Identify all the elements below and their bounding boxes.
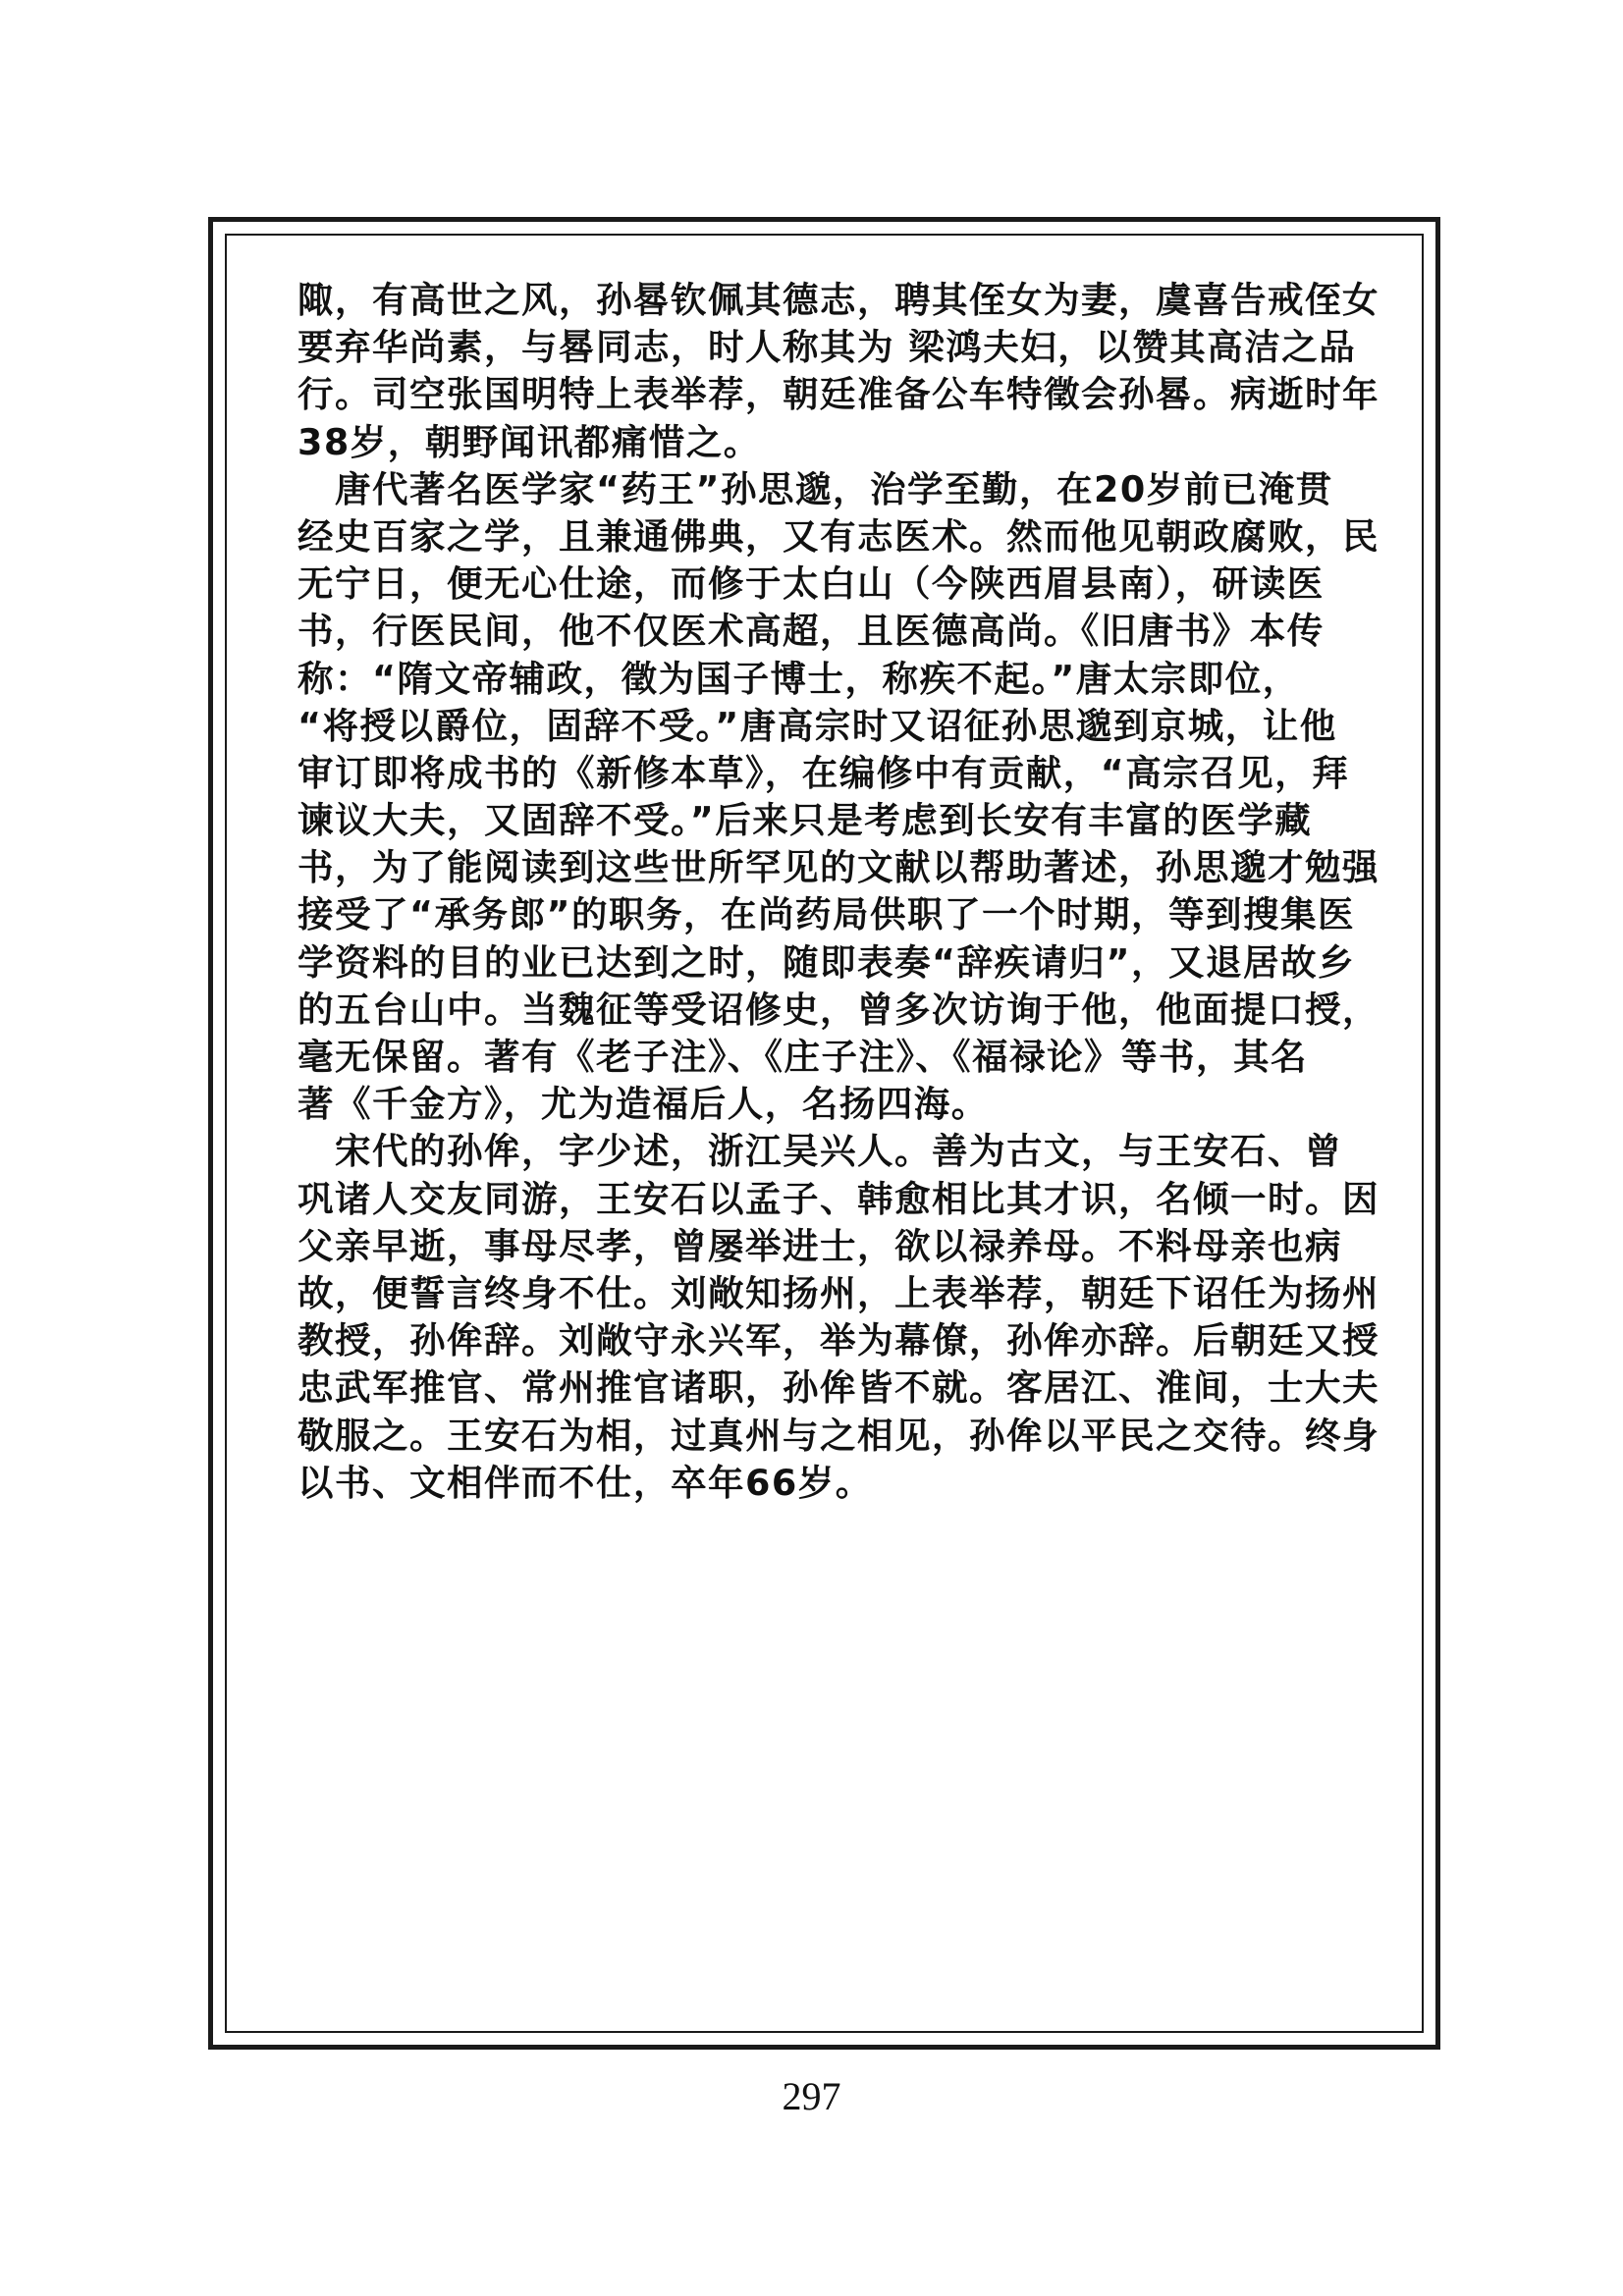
text-line: 的五台山中。当魏征等受诏修史，曾多次访询于他，他面提口授， xyxy=(298,988,1380,1031)
text-line: 38岁，朝野闻讯都痛惜之。 xyxy=(298,420,761,463)
text-line: 书，为了能阅读到这些世所罕见的文献以帮助著述，孙思邈才勉强 xyxy=(298,846,1380,889)
text-line: 教授，孙侔辞。刘敞守永兴军，举为幕僚，孙侔亦辞。后朝廷又授 xyxy=(298,1319,1380,1362)
text-line: 陬，有高世之风，孙晷钦佩其德志，聘其侄女为妻，虞喜告戒侄女 xyxy=(298,279,1380,321)
body-text xyxy=(298,277,1380,1507)
text-line: 敬服之。王安石为相，过真州与之相见，孙侔以平民之交待。终身 xyxy=(298,1414,1380,1457)
text-line: 父亲早逝，事母尽孝，曾屡举进士，欲以禄养母。不料母亲也病 xyxy=(298,1224,1342,1267)
text-line: 宋代的孙侔，字少述，浙江吴兴人。善为古文，与王安石、曾 xyxy=(298,1130,1342,1173)
text-line: 书，行医民间，他不仅医术高超，且医德高尚。《旧唐书》本传 xyxy=(298,610,1325,653)
text-line: 经史百家之学，且兼通佛典，又有志医术。然而他见朝政腐败，民 xyxy=(298,514,1380,558)
text-line: 接受了“承务郎”的职务，在尚药局供职了一个时期，等到搜集医 xyxy=(298,893,1355,936)
text-line: 谏议大夫，又固辞不受。”后来只是考虑到长安有丰富的医学藏 xyxy=(298,799,1313,842)
text-line: “将授以爵位，固辞不受。”唐高宗时又诏征孙思邈到京城，让他 xyxy=(298,704,1337,747)
text-line: 忠武军推官、常州推官诸职，孙侔皆不就。客居江、淮间，士大夫 xyxy=(298,1366,1380,1410)
text-line: 无宁日，便无心仕途，而修于太白山（今陕西眉县南），研读医 xyxy=(298,562,1325,606)
text-line: 审订即将成书的《新修本草》，在编修中有贡献，“高宗召见，拜 xyxy=(298,751,1350,794)
text-line: 巩诸人交友同游，王安石以孟子、韩愈相比其才识，名倾一时。因 xyxy=(298,1177,1380,1220)
text-line: 以书、文相伴而不仕，卒年66岁。 xyxy=(298,1461,873,1504)
text-line: 故，便誓言终身不仕。刘敞知扬州，上表举荐，朝廷下诏任为扬州 xyxy=(298,1271,1380,1314)
text-line: 学资料的目的业已达到之时，随即表奏“辞疾请归”，又退居故乡 xyxy=(298,940,1355,984)
text-line: 称：“隋文帝辅政，徵为国子博士，称疾不起。”唐太宗即位， xyxy=(298,657,1300,700)
text-line: 毫无保留。著有《老子注》、《庄子注》、《福禄论》等书，其名 xyxy=(298,1036,1308,1078)
text-line: 唐代著名医学家“药王”孙思邈，治学至勤，在20岁前已淹贯 xyxy=(298,467,1333,510)
text-line: 著《千金方》，尤为造福后人，名扬四海。 xyxy=(298,1083,989,1126)
text-line: 行。司空张国明特上表举荐，朝廷准备公车特徵会孙晷。病逝时年 xyxy=(298,373,1380,416)
page-number: 297 xyxy=(782,2074,841,2118)
text-line: 要弃华尚素，与晷同志，时人称其为 梁鸿夫妇，以赞其高洁之品 xyxy=(298,326,1357,369)
